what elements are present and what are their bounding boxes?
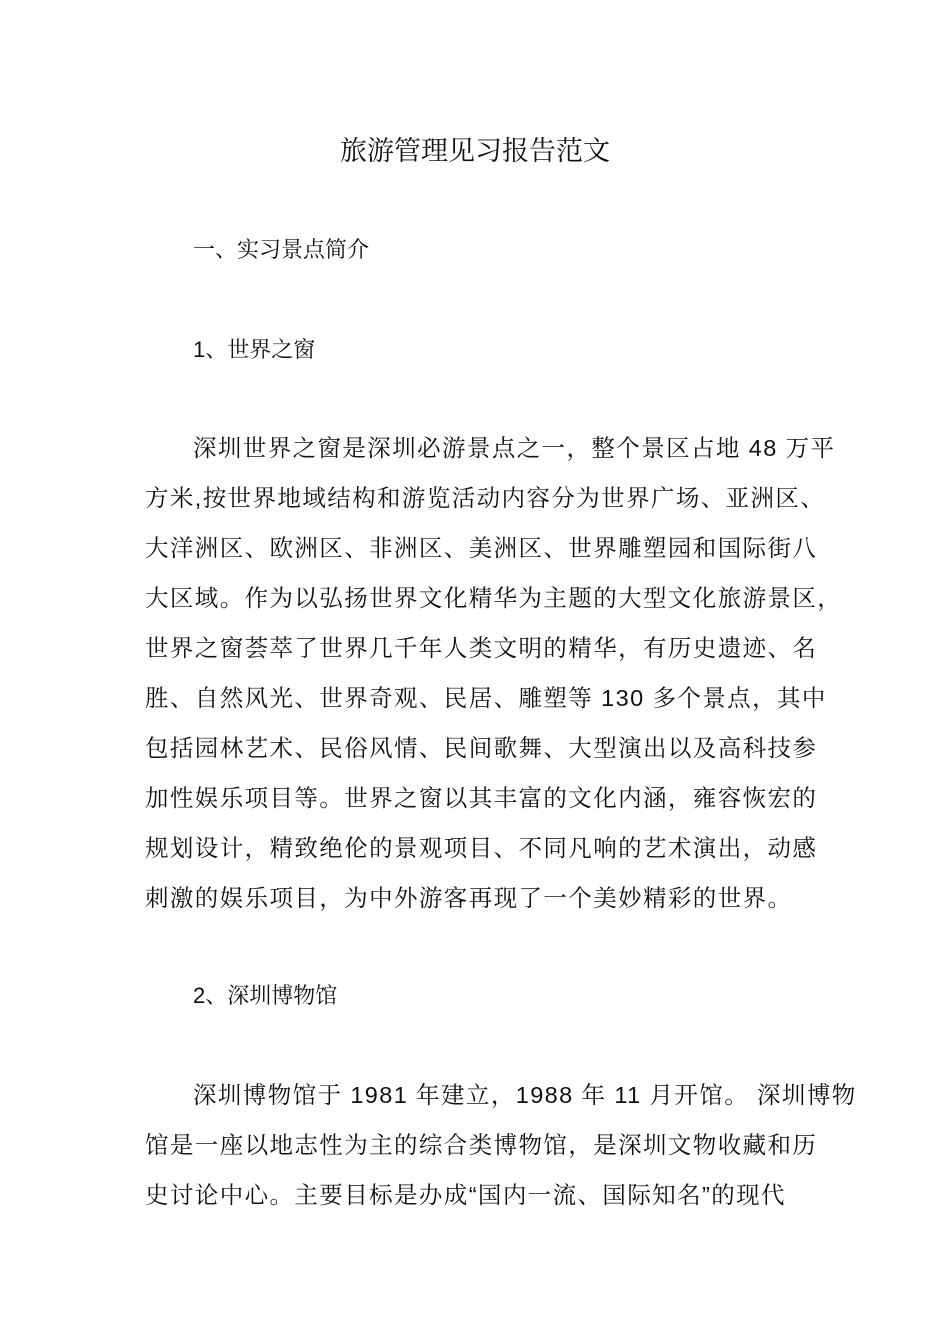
paragraph-line: 世界之窗荟萃了世界几千年人类文明的精华，有历史遗迹、名 <box>145 635 818 661</box>
paragraph-line: 刺激的娱乐项目，为中外游客再现了一个美妙精彩的世界。 <box>145 885 793 911</box>
paragraph-line: 方米,按世界地域结构和游览活动内容分为世界广场、亚洲区、 <box>145 485 826 511</box>
subsection-heading-shenzhen-museum: 2、深圳博物馆 <box>193 983 338 1008</box>
paragraph-line: 大洋洲区、欧洲区、非洲区、美洲区、世界雕塑园和国际街八 <box>145 535 818 561</box>
paragraph-shenzhen-museum <box>145 1070 857 1220</box>
paragraph-line: 规划设计，精致绝伦的景观项目、不同凡响的艺术演出，动感 <box>145 835 818 861</box>
paragraph-line: 深圳世界之窗是深圳必游景点之一，整个景区占地 48 万平 <box>193 435 836 461</box>
paragraph-line: 史讨论中心。主要目标是办成“国内一流、国际知名”的现代 <box>145 1182 786 1208</box>
paragraph-line: 加性娱乐项目等。世界之窗以其丰富的文化内涵，雍容恢宏的 <box>145 785 818 811</box>
document-title: 旅游管理见习报告范文 <box>340 136 610 166</box>
paragraph-line: 大区域。作为以弘扬世界文化精华为主题的大型文化旅游景区， <box>145 585 843 611</box>
subsection-heading-world-window: 1、世界之窗 <box>193 337 316 362</box>
paragraph-world-window <box>145 423 843 923</box>
paragraph-line: 深圳博物馆于 1981 年建立，1988 年 11 月开馆。 深圳博物 <box>193 1082 857 1108</box>
section-heading-1: 一、实习景点简介 <box>193 237 370 262</box>
paragraph-line: 包括园林艺术、民俗风情、民间歌舞、大型演出以及高科技参 <box>145 735 818 761</box>
paragraph-line: 胜、自然风光、世界奇观、民居、雕塑等 130 多个景点，其中 <box>145 685 827 711</box>
paragraph-line: 馆是一座以地志性为主的综合类博物馆，是深圳文物收藏和历 <box>145 1132 818 1158</box>
